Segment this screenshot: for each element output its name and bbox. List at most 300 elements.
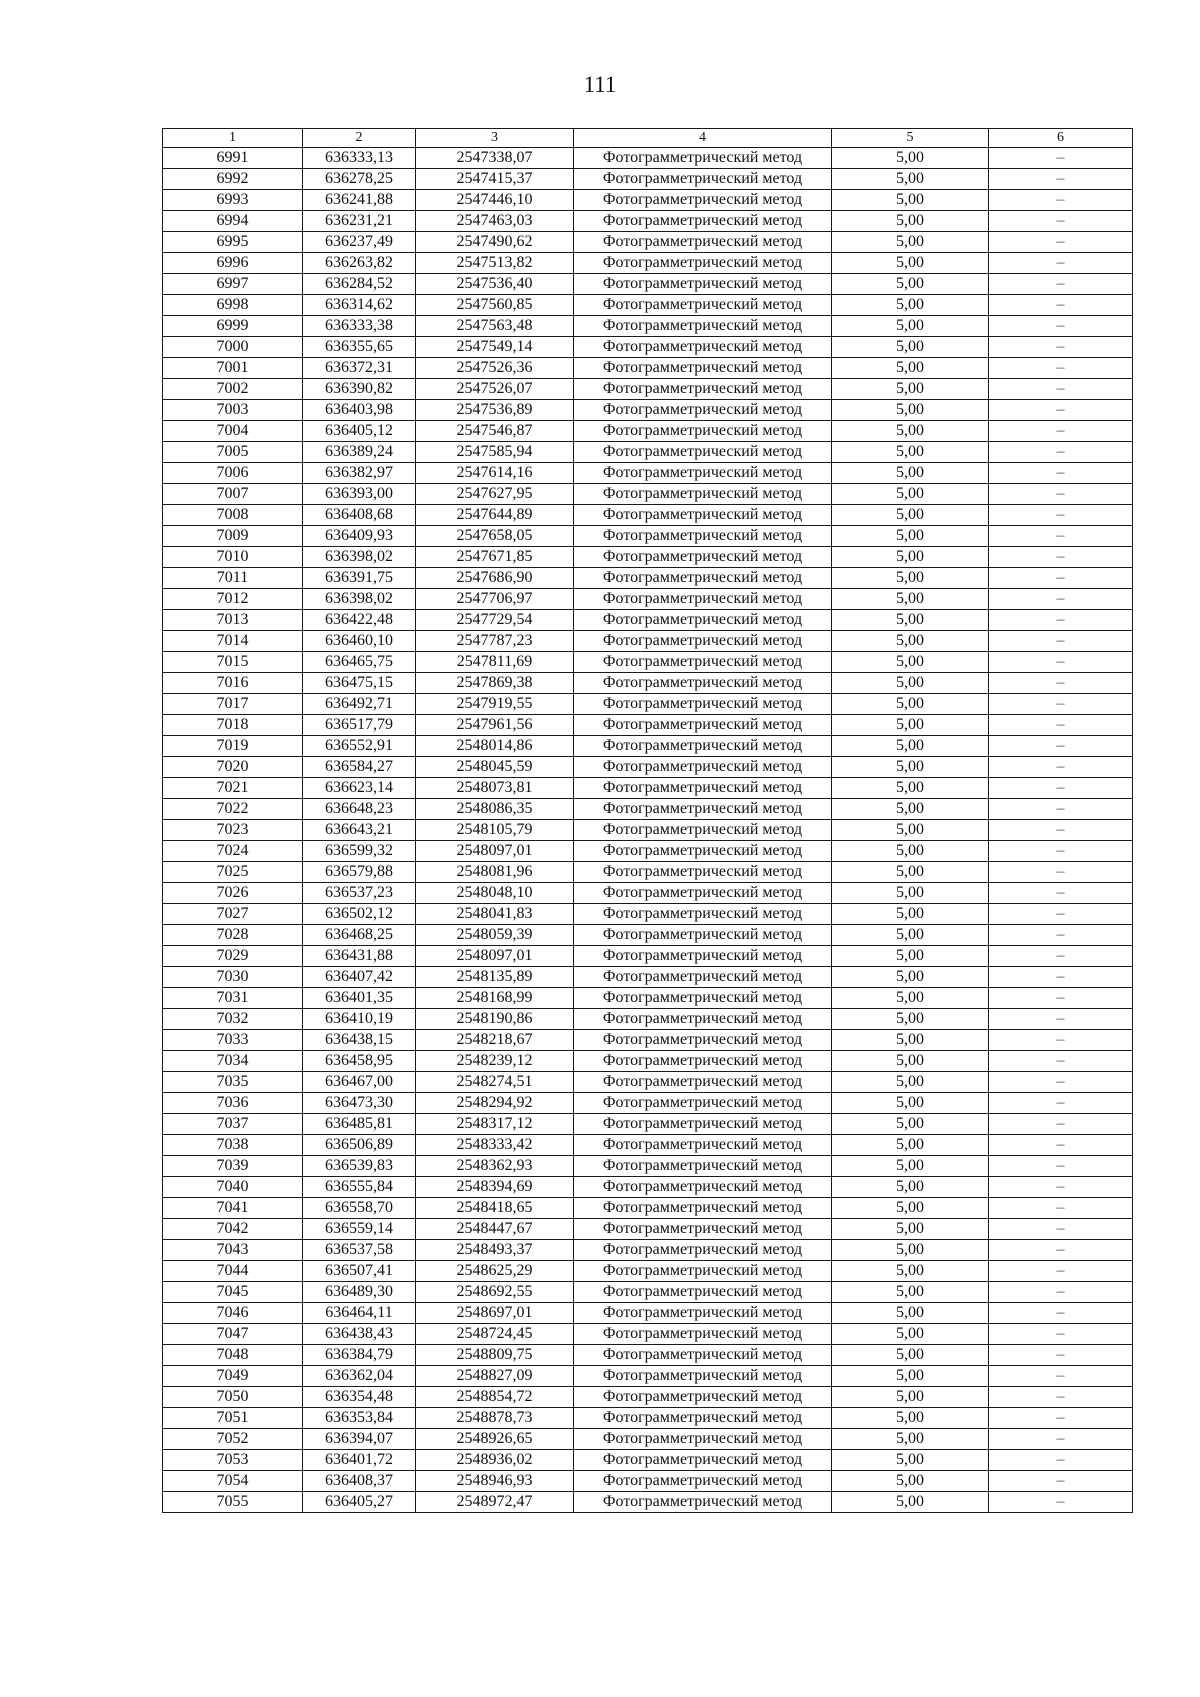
table-row <box>163 1114 1133 1135</box>
y-coordinate-cell: 2548294,92 <box>416 1093 574 1114</box>
accuracy-cell: 5,00 <box>832 1450 989 1471</box>
note-cell: – <box>989 1366 1133 1387</box>
note-cell: – <box>989 505 1133 526</box>
method-cell: Фотограмметрический метод <box>574 1324 832 1345</box>
note-cell: – <box>989 1303 1133 1324</box>
note-cell: – <box>989 967 1133 988</box>
point-number-cell: 7054 <box>163 1471 303 1492</box>
y-coordinate-cell: 2547671,85 <box>416 547 574 568</box>
note-cell: – <box>989 1261 1133 1282</box>
accuracy-cell: 5,00 <box>832 295 989 316</box>
y-coordinate-cell: 2548045,59 <box>416 757 574 778</box>
accuracy-cell: 5,00 <box>832 1261 989 1282</box>
table-row <box>163 925 1133 946</box>
x-coordinate-cell: 636391,75 <box>303 568 416 589</box>
x-coordinate-cell: 636241,88 <box>303 190 416 211</box>
x-coordinate-cell: 636492,71 <box>303 694 416 715</box>
table-row <box>163 1471 1133 1492</box>
accuracy-cell: 5,00 <box>832 1072 989 1093</box>
accuracy-cell: 5,00 <box>832 1366 989 1387</box>
table-row <box>163 841 1133 862</box>
table-row <box>163 1261 1133 1282</box>
note-cell: – <box>989 1282 1133 1303</box>
x-coordinate-cell: 636467,00 <box>303 1072 416 1093</box>
table-row <box>163 526 1133 547</box>
note-cell: – <box>989 820 1133 841</box>
method-cell: Фотограмметрический метод <box>574 421 832 442</box>
method-cell: Фотограмметрический метод <box>574 253 832 274</box>
note-cell: – <box>989 841 1133 862</box>
note-cell: – <box>989 988 1133 1009</box>
table-row <box>163 946 1133 967</box>
note-cell: – <box>989 232 1133 253</box>
note-cell: – <box>989 904 1133 925</box>
method-cell: Фотограмметрический метод <box>574 1198 832 1219</box>
accuracy-cell: 5,00 <box>832 1387 989 1408</box>
table-row <box>163 1009 1133 1030</box>
method-cell: Фотограмметрический метод <box>574 631 832 652</box>
x-coordinate-cell: 636464,11 <box>303 1303 416 1324</box>
y-coordinate-cell: 2547546,87 <box>416 421 574 442</box>
point-number-cell: 7010 <box>163 547 303 568</box>
note-cell: – <box>989 652 1133 673</box>
point-number-cell: 7004 <box>163 421 303 442</box>
table-row <box>163 883 1133 904</box>
point-number-cell: 6993 <box>163 190 303 211</box>
point-number-cell: 7001 <box>163 358 303 379</box>
table-row <box>163 253 1133 274</box>
point-number-cell: 7023 <box>163 820 303 841</box>
point-number-cell: 7042 <box>163 1219 303 1240</box>
method-cell: Фотограмметрический метод <box>574 1177 832 1198</box>
table-row <box>163 1282 1133 1303</box>
accuracy-cell: 5,00 <box>832 1198 989 1219</box>
method-cell: Фотограмметрический метод <box>574 442 832 463</box>
accuracy-cell: 5,00 <box>832 337 989 358</box>
table-row <box>163 862 1133 883</box>
table-row <box>163 316 1133 337</box>
y-coordinate-cell: 2548317,12 <box>416 1114 574 1135</box>
table-row <box>163 1240 1133 1261</box>
note-cell: – <box>989 1114 1133 1135</box>
accuracy-cell: 5,00 <box>832 946 989 967</box>
y-coordinate-cell: 2548878,73 <box>416 1408 574 1429</box>
method-cell: Фотограмметрический метод <box>574 484 832 505</box>
y-coordinate-cell: 2548097,01 <box>416 841 574 862</box>
point-number-cell: 7041 <box>163 1198 303 1219</box>
table-row <box>163 1492 1133 1513</box>
method-cell: Фотограмметрический метод <box>574 904 832 925</box>
point-number-cell: 6997 <box>163 274 303 295</box>
x-coordinate-cell: 636555,84 <box>303 1177 416 1198</box>
y-coordinate-cell: 2548394,69 <box>416 1177 574 1198</box>
accuracy-cell: 5,00 <box>832 274 989 295</box>
point-number-cell: 7038 <box>163 1135 303 1156</box>
accuracy-cell: 5,00 <box>832 1156 989 1177</box>
table-row <box>163 1093 1133 1114</box>
y-coordinate-cell: 2548625,29 <box>416 1261 574 1282</box>
point-number-cell: 7011 <box>163 568 303 589</box>
point-number-cell: 7019 <box>163 736 303 757</box>
note-cell: – <box>989 190 1133 211</box>
method-cell: Фотограмметрический метод <box>574 757 832 778</box>
note-cell: – <box>989 862 1133 883</box>
accuracy-cell: 5,00 <box>832 694 989 715</box>
table-row <box>163 1051 1133 1072</box>
point-number-cell: 7035 <box>163 1072 303 1093</box>
table-row <box>163 484 1133 505</box>
table-row <box>163 379 1133 400</box>
table-row <box>163 148 1133 169</box>
note-cell: – <box>989 421 1133 442</box>
table-row <box>163 1429 1133 1450</box>
note-cell: – <box>989 1345 1133 1366</box>
method-cell: Фотограмметрический метод <box>574 526 832 547</box>
method-cell: Фотограмметрический метод <box>574 1345 832 1366</box>
accuracy-cell: 5,00 <box>832 904 989 925</box>
x-coordinate-cell: 636407,42 <box>303 967 416 988</box>
method-cell: Фотограмметрический метод <box>574 1135 832 1156</box>
x-coordinate-cell: 636314,62 <box>303 295 416 316</box>
y-coordinate-cell: 2548059,39 <box>416 925 574 946</box>
point-number-cell: 7053 <box>163 1450 303 1471</box>
accuracy-cell: 5,00 <box>832 1219 989 1240</box>
table-row <box>163 295 1133 316</box>
table-row <box>163 1198 1133 1219</box>
y-coordinate-cell: 2547706,97 <box>416 589 574 610</box>
note-cell: – <box>989 400 1133 421</box>
accuracy-cell: 5,00 <box>832 1177 989 1198</box>
note-cell: – <box>989 1408 1133 1429</box>
accuracy-cell: 5,00 <box>832 715 989 736</box>
y-coordinate-cell: 2548692,55 <box>416 1282 574 1303</box>
x-coordinate-cell: 636401,35 <box>303 988 416 1009</box>
accuracy-cell: 5,00 <box>832 820 989 841</box>
y-coordinate-cell: 2547614,16 <box>416 463 574 484</box>
table-row <box>163 1387 1133 1408</box>
x-coordinate-cell: 636278,25 <box>303 169 416 190</box>
x-coordinate-cell: 636599,32 <box>303 841 416 862</box>
x-coordinate-cell: 636355,65 <box>303 337 416 358</box>
point-number-cell: 7045 <box>163 1282 303 1303</box>
accuracy-cell: 5,00 <box>832 1408 989 1429</box>
y-coordinate-cell: 2547961,56 <box>416 715 574 736</box>
x-coordinate-cell: 636390,82 <box>303 379 416 400</box>
x-coordinate-cell: 636284,52 <box>303 274 416 295</box>
note-cell: – <box>989 169 1133 190</box>
method-cell: Фотограмметрический метод <box>574 1429 832 1450</box>
note-cell: – <box>989 631 1133 652</box>
method-cell: Фотограмметрический метод <box>574 1051 832 1072</box>
table-header <box>163 129 1133 148</box>
table-row <box>163 904 1133 925</box>
x-coordinate-cell: 636333,13 <box>303 148 416 169</box>
method-cell: Фотограмметрический метод <box>574 988 832 1009</box>
x-coordinate-cell: 636623,14 <box>303 778 416 799</box>
y-coordinate-cell: 2547463,03 <box>416 211 574 232</box>
y-coordinate-cell: 2548190,86 <box>416 1009 574 1030</box>
point-number-cell: 7034 <box>163 1051 303 1072</box>
accuracy-cell: 5,00 <box>832 673 989 694</box>
note-cell: – <box>989 925 1133 946</box>
table-row <box>163 757 1133 778</box>
point-number-cell: 7032 <box>163 1009 303 1030</box>
x-coordinate-cell: 636431,88 <box>303 946 416 967</box>
y-coordinate-cell: 2548081,96 <box>416 862 574 883</box>
method-cell: Фотограмметрический метод <box>574 568 832 589</box>
x-coordinate-cell: 636231,21 <box>303 211 416 232</box>
method-cell: Фотограмметрический метод <box>574 1219 832 1240</box>
method-cell: Фотограмметрический метод <box>574 589 832 610</box>
accuracy-cell: 5,00 <box>832 400 989 421</box>
x-coordinate-cell: 636539,83 <box>303 1156 416 1177</box>
accuracy-cell: 5,00 <box>832 253 989 274</box>
y-coordinate-cell: 2548333,42 <box>416 1135 574 1156</box>
note-cell: – <box>989 547 1133 568</box>
note-cell: – <box>989 1198 1133 1219</box>
x-coordinate-cell: 636485,81 <box>303 1114 416 1135</box>
table-row <box>163 820 1133 841</box>
method-cell: Фотограмметрический метод <box>574 211 832 232</box>
y-coordinate-cell: 2547526,07 <box>416 379 574 400</box>
table-row <box>163 1345 1133 1366</box>
point-number-cell: 7052 <box>163 1429 303 1450</box>
accuracy-cell: 5,00 <box>832 484 989 505</box>
accuracy-cell: 5,00 <box>832 1324 989 1345</box>
point-number-cell: 6994 <box>163 211 303 232</box>
y-coordinate-cell: 2548926,65 <box>416 1429 574 1450</box>
method-cell: Фотограмметрический метод <box>574 337 832 358</box>
x-coordinate-cell: 636409,93 <box>303 526 416 547</box>
point-number-cell: 6998 <box>163 295 303 316</box>
x-coordinate-cell: 636362,04 <box>303 1366 416 1387</box>
x-coordinate-cell: 636517,79 <box>303 715 416 736</box>
y-coordinate-cell: 2547549,14 <box>416 337 574 358</box>
accuracy-cell: 5,00 <box>832 1051 989 1072</box>
y-coordinate-cell: 2548972,47 <box>416 1492 574 1513</box>
accuracy-cell: 5,00 <box>832 1240 989 1261</box>
point-number-cell: 7036 <box>163 1093 303 1114</box>
table-row <box>163 736 1133 757</box>
table-row <box>163 463 1133 484</box>
x-coordinate-cell: 636405,27 <box>303 1492 416 1513</box>
method-cell: Фотограмметрический метод <box>574 169 832 190</box>
method-cell: Фотограмметрический метод <box>574 967 832 988</box>
accuracy-cell: 5,00 <box>832 505 989 526</box>
note-cell: – <box>989 1030 1133 1051</box>
table-row <box>163 400 1133 421</box>
table-row <box>163 169 1133 190</box>
accuracy-cell: 5,00 <box>832 463 989 484</box>
table-row <box>163 715 1133 736</box>
table-row <box>163 421 1133 442</box>
y-coordinate-cell: 2548105,79 <box>416 820 574 841</box>
x-coordinate-cell: 636506,89 <box>303 1135 416 1156</box>
table-body <box>163 148 1133 1513</box>
accuracy-cell: 5,00 <box>832 841 989 862</box>
accuracy-cell: 5,00 <box>832 526 989 547</box>
accuracy-cell: 5,00 <box>832 967 989 988</box>
accuracy-cell: 5,00 <box>832 169 989 190</box>
accuracy-cell: 5,00 <box>832 736 989 757</box>
point-number-cell: 7024 <box>163 841 303 862</box>
method-cell: Фотограмметрический метод <box>574 862 832 883</box>
method-cell: Фотограмметрический метод <box>574 820 832 841</box>
x-coordinate-cell: 636468,25 <box>303 925 416 946</box>
method-cell: Фотограмметрический метод <box>574 1471 832 1492</box>
method-cell: Фотограмметрический метод <box>574 1114 832 1135</box>
x-coordinate-cell: 636552,91 <box>303 736 416 757</box>
x-coordinate-cell: 636394,07 <box>303 1429 416 1450</box>
method-cell: Фотограмметрический метод <box>574 946 832 967</box>
y-coordinate-cell: 2547490,62 <box>416 232 574 253</box>
y-coordinate-cell: 2548239,12 <box>416 1051 574 1072</box>
table-row <box>163 547 1133 568</box>
table-row <box>163 568 1133 589</box>
method-cell: Фотограмметрический метод <box>574 1261 832 1282</box>
accuracy-cell: 5,00 <box>832 757 989 778</box>
point-number-cell: 7031 <box>163 988 303 1009</box>
point-number-cell: 7020 <box>163 757 303 778</box>
accuracy-cell: 5,00 <box>832 778 989 799</box>
x-coordinate-cell: 636405,12 <box>303 421 416 442</box>
x-coordinate-cell: 636458,95 <box>303 1051 416 1072</box>
table-row <box>163 1324 1133 1345</box>
note-cell: – <box>989 1240 1133 1261</box>
point-number-cell: 6992 <box>163 169 303 190</box>
y-coordinate-cell: 2547658,05 <box>416 526 574 547</box>
y-coordinate-cell: 2547415,37 <box>416 169 574 190</box>
accuracy-cell: 5,00 <box>832 610 989 631</box>
x-coordinate-cell: 636408,68 <box>303 505 416 526</box>
column-header: 2 <box>303 129 416 148</box>
accuracy-cell: 5,00 <box>832 421 989 442</box>
point-number-cell: 7000 <box>163 337 303 358</box>
table-row <box>163 652 1133 673</box>
table-row <box>163 1072 1133 1093</box>
note-cell: – <box>989 694 1133 715</box>
x-coordinate-cell: 636489,30 <box>303 1282 416 1303</box>
note-cell: – <box>989 673 1133 694</box>
accuracy-cell: 5,00 <box>832 1135 989 1156</box>
table-row <box>163 1303 1133 1324</box>
y-coordinate-cell: 2548218,67 <box>416 1030 574 1051</box>
x-coordinate-cell: 636465,75 <box>303 652 416 673</box>
x-coordinate-cell: 636398,02 <box>303 589 416 610</box>
y-coordinate-cell: 2548362,93 <box>416 1156 574 1177</box>
method-cell: Фотограмметрический метод <box>574 799 832 820</box>
note-cell: – <box>989 1072 1133 1093</box>
table-row <box>163 589 1133 610</box>
accuracy-cell: 5,00 <box>832 1429 989 1450</box>
method-cell: Фотограмметрический метод <box>574 1387 832 1408</box>
x-coordinate-cell: 636558,70 <box>303 1198 416 1219</box>
y-coordinate-cell: 2547585,94 <box>416 442 574 463</box>
table-row <box>163 232 1133 253</box>
method-cell: Фотограмметрический метод <box>574 1282 832 1303</box>
point-number-cell: 6995 <box>163 232 303 253</box>
method-cell: Фотограмметрический метод <box>574 505 832 526</box>
table-row <box>163 799 1133 820</box>
x-coordinate-cell: 636410,19 <box>303 1009 416 1030</box>
note-cell: – <box>989 883 1133 904</box>
note-cell: – <box>989 715 1133 736</box>
accuracy-cell: 5,00 <box>832 988 989 1009</box>
y-coordinate-cell: 2548724,45 <box>416 1324 574 1345</box>
note-cell: – <box>989 1177 1133 1198</box>
table-row <box>163 1408 1133 1429</box>
note-cell: – <box>989 1009 1133 1030</box>
note-cell: – <box>989 442 1133 463</box>
column-header: 4 <box>574 129 832 148</box>
accuracy-cell: 5,00 <box>832 316 989 337</box>
method-cell: Фотограмметрический метод <box>574 883 832 904</box>
x-coordinate-cell: 636475,15 <box>303 673 416 694</box>
note-cell: – <box>989 1471 1133 1492</box>
method-cell: Фотограмметрический метод <box>574 232 832 253</box>
accuracy-cell: 5,00 <box>832 211 989 232</box>
y-coordinate-cell: 2548418,65 <box>416 1198 574 1219</box>
note-cell: – <box>989 526 1133 547</box>
table-row <box>163 1156 1133 1177</box>
point-number-cell: 7007 <box>163 484 303 505</box>
x-coordinate-cell: 636507,41 <box>303 1261 416 1282</box>
accuracy-cell: 5,00 <box>832 1492 989 1513</box>
x-coordinate-cell: 636537,23 <box>303 883 416 904</box>
method-cell: Фотограмметрический метод <box>574 694 832 715</box>
x-coordinate-cell: 636473,30 <box>303 1093 416 1114</box>
x-coordinate-cell: 636263,82 <box>303 253 416 274</box>
point-number-cell: 7044 <box>163 1261 303 1282</box>
column-header: 3 <box>416 129 574 148</box>
note-cell: – <box>989 1492 1133 1513</box>
method-cell: Фотограмметрический метод <box>574 1492 832 1513</box>
method-cell: Фотограмметрический метод <box>574 547 832 568</box>
accuracy-cell: 5,00 <box>832 442 989 463</box>
point-number-cell: 7027 <box>163 904 303 925</box>
note-cell: – <box>989 148 1133 169</box>
y-coordinate-cell: 2548097,01 <box>416 946 574 967</box>
x-coordinate-cell: 636401,72 <box>303 1450 416 1471</box>
x-coordinate-cell: 636460,10 <box>303 631 416 652</box>
y-coordinate-cell: 2548041,83 <box>416 904 574 925</box>
y-coordinate-cell: 2548809,75 <box>416 1345 574 1366</box>
note-cell: – <box>989 463 1133 484</box>
method-cell: Фотограмметрический метод <box>574 295 832 316</box>
accuracy-cell: 5,00 <box>832 190 989 211</box>
point-number-cell: 7046 <box>163 1303 303 1324</box>
accuracy-cell: 5,00 <box>832 589 989 610</box>
point-number-cell: 7003 <box>163 400 303 421</box>
accuracy-cell: 5,00 <box>832 568 989 589</box>
note-cell: – <box>989 589 1133 610</box>
accuracy-cell: 5,00 <box>832 862 989 883</box>
point-number-cell: 7025 <box>163 862 303 883</box>
point-number-cell: 7030 <box>163 967 303 988</box>
point-number-cell: 7017 <box>163 694 303 715</box>
note-cell: – <box>989 778 1133 799</box>
x-coordinate-cell: 636408,37 <box>303 1471 416 1492</box>
method-cell: Фотограмметрический метод <box>574 190 832 211</box>
x-coordinate-cell: 636403,98 <box>303 400 416 421</box>
point-number-cell: 7022 <box>163 799 303 820</box>
method-cell: Фотограмметрический метод <box>574 673 832 694</box>
y-coordinate-cell: 2548447,67 <box>416 1219 574 1240</box>
accuracy-cell: 5,00 <box>832 379 989 400</box>
point-number-cell: 7048 <box>163 1345 303 1366</box>
column-header: 6 <box>989 129 1133 148</box>
point-number-cell: 7016 <box>163 673 303 694</box>
